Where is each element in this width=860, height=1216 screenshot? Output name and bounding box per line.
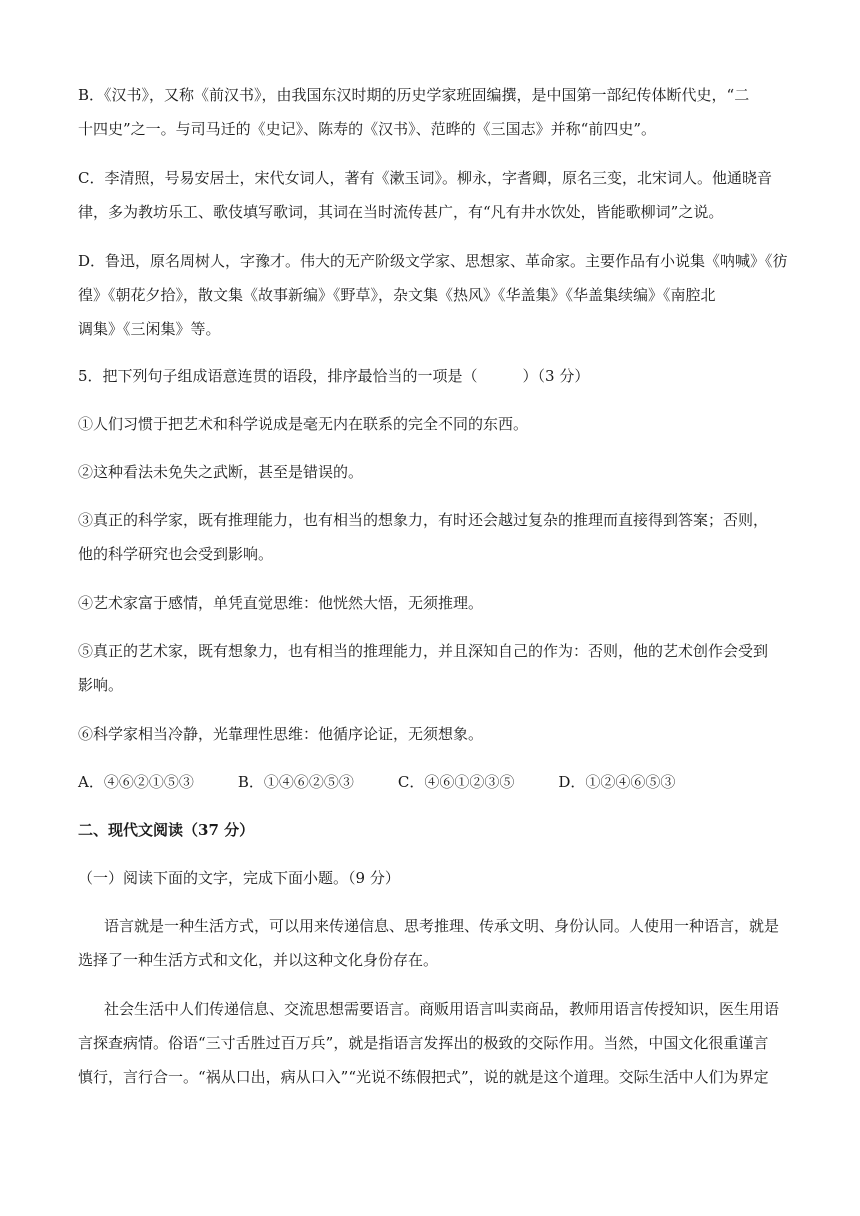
subsection-instruction-text: （一）阅读下面的文字，完成下面小题。（9 分） (78, 869, 400, 887)
section-heading (78, 813, 788, 847)
choice-a: A．④⑥②①⑤③ (78, 773, 194, 791)
subsection-instruction (78, 861, 788, 895)
sentence-5 (78, 634, 788, 702)
paragraph-1-line-2: 选择了一种生活方式和文化，并以这种文化身份存在。 (78, 951, 439, 969)
passage-paragraph-1 (78, 909, 788, 977)
sentence-6 (78, 717, 788, 751)
question-5-stem-text: 5．把下列句子组成语意连贯的语段，排序最恰当的一项是（ ）（3 分） (78, 367, 590, 385)
paragraph-2-line-2: 言探查病情。俗语“三寸舌胜过百万兵”，就是指语言发挥出的极致的交际作用。当然，中国文化很重谨言 (78, 1034, 769, 1052)
section-heading-text: 二、现代文阅读（37 分） (78, 821, 255, 839)
answer-choices (78, 765, 788, 799)
choice-c: C．④⑥①②③⑤ (397, 773, 515, 791)
sentence-5-line-1: ⑤真正的艺术家，既有想象力，也有相当的推理能力，并且深知自己的作为：否则，他的艺术创作会受到 (78, 642, 769, 660)
choice-d: D．①②④⑥⑤③ (558, 773, 676, 791)
sentence-4-text: ④艺术家富于感情，单凭直觉思维：他恍然大悟，无须推理。 (78, 594, 484, 612)
sentence-1-text: ①人们习惯于把艺术和科学说成是毫无内在联系的完全不同的东西。 (78, 415, 529, 433)
option-b-line-1: B．《汉书》，又称《前汉书》，由我国东汉时期的历史学家班固编撰，是中国第一部纪传体断代史，“二 (78, 86, 750, 104)
option-d-line-2: 徨》《朝花夕拾》，散文集《故事新编》《野草》，杂文集《热风》《华盖集》《华盖集续编》《南腔北 (78, 286, 716, 304)
sentence-4 (78, 586, 788, 620)
sentence-6-text: ⑥科学家相当冷静，光靠理性思维：他循序论证，无须想象。 (78, 725, 484, 743)
option-c-line-1: C．李清照，号易安居士，宋代女词人，著有《漱玉词》。柳永，字耆卿，原名三变，北宋词人。他通晓音 (78, 169, 772, 187)
sentence-5-line-2: 影响。 (78, 676, 124, 694)
option-b (78, 78, 788, 146)
option-d (78, 244, 788, 346)
paragraph-2-line-3: 慎行，言行合一。“祸从口出，病从口入”“光说不练假把式”，说的就是这个道理。交际生活中人们为界定 (78, 1068, 769, 1086)
sentence-1 (78, 407, 788, 441)
sentence-3 (78, 503, 788, 571)
sentence-2 (78, 455, 788, 489)
sentence-3-line-2: 他的科学研究也会受到影响。 (78, 545, 274, 563)
option-d-line-3: 调集》《三闲集》等。 (78, 320, 221, 338)
passage-paragraph-2 (78, 992, 788, 1094)
paragraph-2-line-1: 社会生活中人们传递信息、交流思想需要语言。商贩用语言叫卖商品，教师用语言传授知识，医生用语 (104, 1000, 780, 1018)
paragraph-1-line-1: 语言就是一种生活方式，可以用来传递信息、思考推理、传承文明、身份认同。人使用一种语言，就是 (104, 917, 780, 935)
sentence-2-text: ②这种看法未免失之武断，甚至是错误的。 (78, 463, 364, 481)
option-c-line-2: 律，多为教坊乐工、歌伎填写歌词，其词在当时流传甚广，有“凡有井水饮处，皆能歌柳词”之说。 (78, 203, 724, 221)
option-c (78, 161, 788, 229)
sentence-3-line-1: ③真正的科学家，既有推理能力，也有相当的想象力，有时还会越过复杂的推理而直接得到答案；否则， (78, 511, 769, 529)
choice-b: B．①④⑥②⑤③ (237, 773, 354, 791)
option-b-line-2: 十四史”之一。与司马迁的《史记》、陈寿的《汉书》、范晔的《三国志》并称“前四史”。 (78, 120, 657, 138)
question-5-stem (78, 359, 788, 393)
option-d-line-1: D．鲁迅，原名周树人，字豫才。伟大的无产阶级文学家、思想家、革命家。主要作品有小说集《呐喊》《彷 (78, 252, 788, 270)
